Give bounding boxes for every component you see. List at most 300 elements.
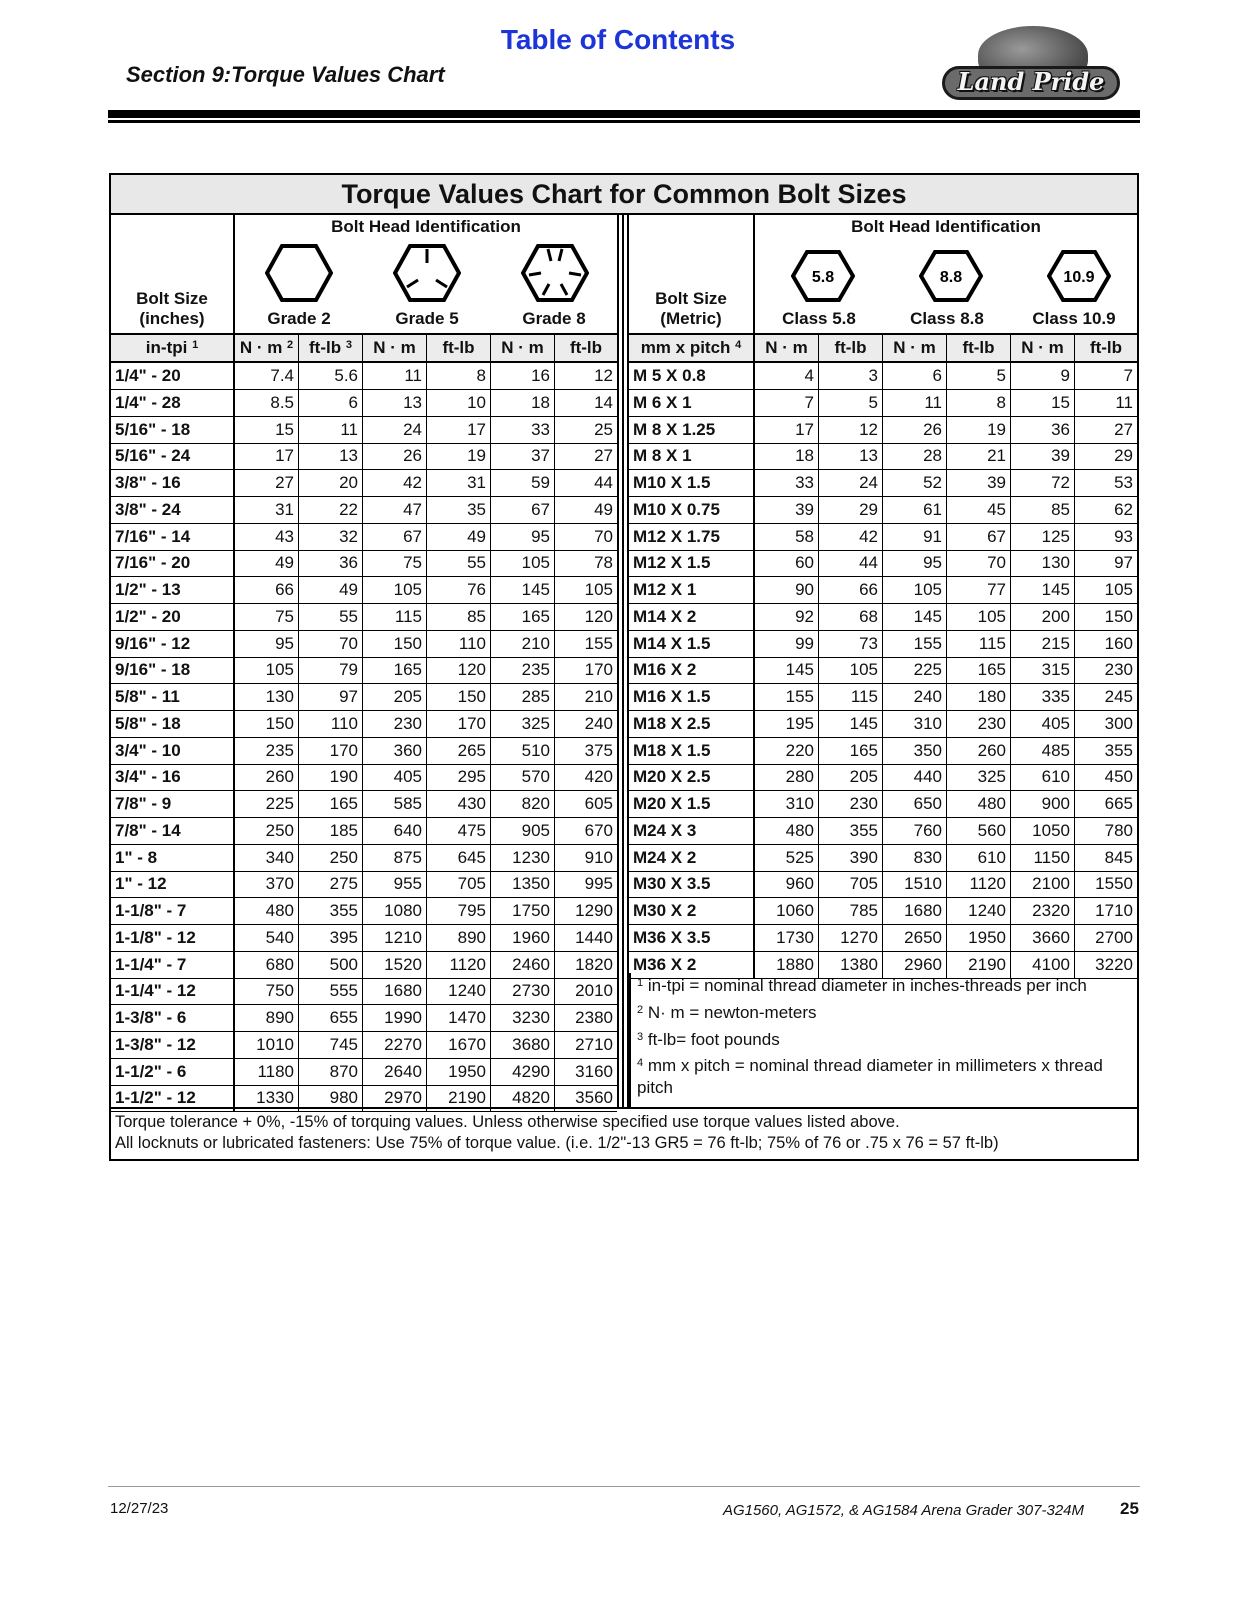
torque-value-cell: 12 <box>819 417 883 443</box>
col-grade5-nm: N · m <box>363 335 427 361</box>
torque-value-cell: 145 <box>755 657 819 683</box>
torque-value-cell: 1960 <box>491 925 555 951</box>
table-row <box>629 738 1137 765</box>
torque-value-cell: 500 <box>299 952 363 978</box>
torque-value-cell: 170 <box>427 711 491 737</box>
torque-value-cell: 70 <box>594 526 613 546</box>
bolt-size-cell: 5/16" - 24 <box>111 443 235 469</box>
torque-value-cell: 39 <box>755 497 819 523</box>
torque-value-cell: 8.5 <box>235 390 299 416</box>
torque-value-cell: 165 <box>299 791 363 817</box>
table-row <box>629 604 1137 631</box>
torque-value-cell: 525 <box>755 845 819 871</box>
bolt-size-cell: M12 X 1.5 <box>629 550 755 576</box>
torque-value-cell: 12 <box>594 366 613 385</box>
torque-value-cell: 39 <box>947 470 1011 496</box>
grade-8-hex-icon <box>521 243 589 303</box>
torque-value-cell: 1680 <box>363 978 427 1004</box>
torque-tolerance-note <box>111 1107 1137 1159</box>
table-row <box>111 978 617 1005</box>
torque-value-cell: 995 <box>584 874 613 894</box>
torque-value-cell: 26 <box>363 443 427 469</box>
torque-value-cell: 370 <box>235 871 299 897</box>
torque-value-cell: 67 <box>363 524 427 550</box>
torque-value-cell: 33 <box>755 470 819 496</box>
table-row <box>111 417 617 444</box>
torque-value-cell: 1730 <box>755 925 819 951</box>
class-5-8-hex-icon <box>791 249 855 303</box>
torque-value-cell: 13 <box>819 443 883 469</box>
torque-value-cell: 7.4 <box>235 363 299 389</box>
torque-value-cell: 395 <box>299 925 363 951</box>
table-row <box>111 764 617 791</box>
torque-value-cell: 2320 <box>1011 898 1075 924</box>
grade-8-label: Grade 8 <box>522 309 586 328</box>
torque-value-cell: 49 <box>299 577 363 603</box>
torque-value-cell: 2700 <box>1095 927 1133 947</box>
torque-value-cell: 235 <box>491 657 555 683</box>
torque-value-cell: 980 <box>299 1085 363 1111</box>
torque-value-cell: 205 <box>363 684 427 710</box>
torque-value-cell: 7 <box>1123 366 1133 385</box>
torque-value-cell: 105 <box>947 604 1011 630</box>
torque-value-cell: 66 <box>819 577 883 603</box>
grade-2-label: Grade 2 <box>267 309 331 328</box>
bolt-size-cell: M36 X 2 <box>629 952 755 978</box>
torque-value-cell: 760 <box>883 818 947 844</box>
torque-value-cell: 17 <box>427 417 491 443</box>
bolt-size-cell: M14 X 2 <box>629 604 755 630</box>
torque-value-cell: 61 <box>883 497 947 523</box>
torque-value-cell: 75 <box>235 604 299 630</box>
torque-value-cell: 1710 <box>1095 901 1133 920</box>
metric-bolt-head-id: Bolt Head Identification <box>851 217 1041 236</box>
torque-value-cell: 68 <box>819 604 883 630</box>
torque-value-cell: 195 <box>755 711 819 737</box>
torque-value-cell: 20 <box>299 470 363 496</box>
torque-value-cell: 47 <box>363 497 427 523</box>
table-row <box>629 845 1137 872</box>
torque-value-cell: 480 <box>947 791 1011 817</box>
bolt-size-cell: 3/4" - 16 <box>111 764 235 790</box>
torque-value-cell: 60 <box>755 550 819 576</box>
chart-title: Torque Values Chart for Common Bolt Sizes <box>111 175 1137 215</box>
torque-value-cell: 150 <box>427 684 491 710</box>
torque-value-cell: 14 <box>594 392 613 412</box>
torque-value-cell: 355 <box>819 818 883 844</box>
metric-size-label-2: (Metric) <box>660 309 722 328</box>
torque-value-cell: 2270 <box>363 1032 427 1058</box>
torque-value-cell: 55 <box>427 550 491 576</box>
torque-value-cell: 35 <box>427 497 491 523</box>
torque-value-cell: 2970 <box>363 1085 427 1111</box>
torque-value-cell: 4820 <box>491 1085 555 1111</box>
torque-value-cell: 670 <box>584 820 613 840</box>
col-class58-nm: N · m <box>755 335 819 361</box>
torque-value-cell: 680 <box>235 952 299 978</box>
torque-value-cell: 205 <box>819 764 883 790</box>
torque-value-cell: 28 <box>883 443 947 469</box>
torque-value-cell: 1350 <box>491 871 555 897</box>
torque-value-cell: 130 <box>1011 550 1075 576</box>
torque-value-cell: 310 <box>883 711 947 737</box>
torque-value-cell: 6 <box>299 390 363 416</box>
table-row <box>111 443 617 470</box>
torque-value-cell: 155 <box>584 633 613 653</box>
torque-value-cell: 59 <box>491 470 555 496</box>
torque-value-cell: 2730 <box>491 978 555 1004</box>
torque-value-cell: 27 <box>235 470 299 496</box>
table-of-contents-link[interactable]: Table of Contents <box>500 24 736 55</box>
table-row <box>629 818 1137 845</box>
torque-value-cell: 32 <box>299 524 363 550</box>
bolt-size-cell: 1-1/2" - 12 <box>111 1085 235 1111</box>
table-row <box>629 657 1137 684</box>
torque-value-cell: 230 <box>1104 660 1133 680</box>
table-row <box>111 657 617 684</box>
table-row <box>111 952 617 979</box>
torque-value-cell: 93 <box>1114 526 1133 546</box>
torque-value-cell: 39 <box>1011 443 1075 469</box>
torque-value-cell: 240 <box>584 713 613 733</box>
table-row <box>629 871 1137 898</box>
torque-value-cell: 45 <box>947 497 1011 523</box>
table-row <box>629 684 1137 711</box>
table-row <box>111 497 617 524</box>
torque-value-cell: 67 <box>947 524 1011 550</box>
class-8-8-label: Class 8.8 <box>910 309 984 328</box>
torque-value-cell: 1820 <box>575 954 613 974</box>
torque-value-cell: 165 <box>363 657 427 683</box>
table-row <box>111 845 617 872</box>
grade-5-hex-icon <box>393 243 461 303</box>
torque-value-cell: 285 <box>491 684 555 710</box>
torque-value-cell: 4290 <box>491 1059 555 1085</box>
torque-value-cell: 785 <box>819 898 883 924</box>
table-row <box>629 470 1137 497</box>
torque-value-cell: 900 <box>1011 791 1075 817</box>
bolt-size-cell: 7/8" - 14 <box>111 818 235 844</box>
torque-value-cell: 78 <box>594 553 613 573</box>
table-row <box>629 925 1137 952</box>
torque-value-cell: 870 <box>299 1059 363 1085</box>
footnote-4: $^4$ mm x pitch = nominal thread diameter in millimeters x thread pitch <box>637 1056 1103 1097</box>
torque-value-cell: 1950 <box>947 925 1011 951</box>
footnotes <box>629 973 1137 1107</box>
header-rule-thick <box>108 110 1140 118</box>
torque-value-cell: 2380 <box>575 1008 613 1027</box>
land-pride-logo <box>940 26 1126 106</box>
col-grade8-ftlb: ft-lb <box>569 338 603 357</box>
table-row <box>111 550 617 577</box>
torque-value-cell: 25 <box>594 419 613 439</box>
torque-value-cell: 1680 <box>883 898 947 924</box>
footnote-2: $^2$ N· m = newton-meters <box>637 1003 817 1022</box>
torque-value-cell: 49 <box>427 524 491 550</box>
inch-bolt-head-id: Bolt Head Identification <box>331 217 521 236</box>
col-class109-ftlb: ft-lb <box>1089 338 1123 357</box>
torque-value-cell: 3160 <box>575 1061 613 1081</box>
torque-value-cell: 11 <box>1115 392 1133 412</box>
torque-value-cell: 6 <box>883 363 947 389</box>
torque-value-cell: 705 <box>819 871 883 897</box>
torque-value-cell: 33 <box>491 417 555 443</box>
torque-value-cell: 97 <box>1114 553 1133 573</box>
bolt-size-cell: 1-3/8" - 12 <box>111 1032 235 1058</box>
torque-value-cell: 2190 <box>427 1085 491 1111</box>
torque-value-cell: 2190 <box>947 952 1011 978</box>
grade-5-label: Grade 5 <box>395 309 459 328</box>
tolerance-line-1: Torque tolerance + 0%, -15% of torquing values. Unless otherwise specified use torque values listed above. <box>115 1113 900 1131</box>
bolt-size-cell: 1-1/2" - 6 <box>111 1059 235 1085</box>
torque-value-cell: 375 <box>584 740 613 760</box>
torque-value-cell: 1060 <box>755 898 819 924</box>
table-row <box>629 791 1137 818</box>
torque-value-cell: 70 <box>947 550 1011 576</box>
torque-value-cell: 335 <box>1011 684 1075 710</box>
class-10-9-hex-icon <box>1047 249 1111 303</box>
torque-value-cell: 1470 <box>427 1005 491 1031</box>
torque-value-cell: 905 <box>491 818 555 844</box>
torque-value-cell: 8 <box>947 390 1011 416</box>
col-mm-pitch: mm x pitch $^4$ <box>629 335 755 361</box>
inch-size-label-2: (inches) <box>139 309 205 328</box>
torque-value-cell: 1080 <box>363 898 427 924</box>
inch-size-header <box>111 215 235 333</box>
footer-document-title: AG1560, AG1572, & AG1584 Arena Grader 307-324M <box>722 1502 1084 1519</box>
bolt-size-cell: M 6 X 1 <box>629 390 755 416</box>
torque-value-cell: 8 <box>427 363 491 389</box>
bolt-size-cell: 1" - 8 <box>111 845 235 871</box>
table-row <box>629 417 1137 444</box>
torque-value-cell: 1990 <box>363 1005 427 1031</box>
footnote-3: $^3$ ft-lb= foot pounds <box>637 1030 780 1049</box>
torque-value-cell: 120 <box>584 606 613 626</box>
torque-value-cell: 225 <box>235 791 299 817</box>
torque-value-cell: 745 <box>299 1032 363 1058</box>
torque-value-cell: 210 <box>491 631 555 657</box>
torque-value-cell: 145 <box>883 604 947 630</box>
torque-value-cell: 105 <box>584 580 613 599</box>
torque-value-cell: 29 <box>819 497 883 523</box>
torque-value-cell: 3230 <box>491 1005 555 1031</box>
torque-value-cell: 1240 <box>427 978 491 1004</box>
torque-value-cell: 170 <box>299 738 363 764</box>
bolt-size-cell: M10 X 1.5 <box>629 470 755 496</box>
torque-value-cell: 315 <box>1011 657 1075 683</box>
table-row <box>111 1005 617 1032</box>
torque-value-cell: 1670 <box>427 1032 491 1058</box>
torque-value-cell: 73 <box>819 631 883 657</box>
torque-value-cell: 105 <box>491 550 555 576</box>
torque-value-cell: 355 <box>299 898 363 924</box>
torque-value-cell: 295 <box>427 764 491 790</box>
torque-value-cell: 280 <box>755 764 819 790</box>
torque-value-cell: 2640 <box>363 1059 427 1085</box>
table-row <box>111 631 617 658</box>
torque-value-cell: 37 <box>491 443 555 469</box>
torque-value-cell: 95 <box>235 631 299 657</box>
torque-value-cell: 85 <box>1011 497 1075 523</box>
table-divider <box>617 215 629 1107</box>
table-row <box>111 818 617 845</box>
torque-value-cell: 215 <box>1011 631 1075 657</box>
torque-value-cell: 85 <box>427 604 491 630</box>
torque-value-cell: 245 <box>1104 687 1133 706</box>
torque-value-cell: 22 <box>299 497 363 523</box>
torque-value-cell: 3 <box>819 363 883 389</box>
inch-column-headers <box>111 335 617 363</box>
table-row <box>629 711 1137 738</box>
torque-value-cell: 480 <box>235 898 299 924</box>
bolt-size-cell: M 5 X 0.8 <box>629 363 755 389</box>
torque-value-cell: 260 <box>947 738 1011 764</box>
bolt-size-cell: M24 X 3 <box>629 818 755 844</box>
torque-value-cell: 1230 <box>491 845 555 871</box>
torque-value-cell: 780 <box>1104 820 1133 840</box>
bolt-size-cell: 1-3/8" - 6 <box>111 1005 235 1031</box>
table-row <box>111 524 617 551</box>
torque-value-cell: 250 <box>235 818 299 844</box>
bolt-size-cell: 1-1/8" - 12 <box>111 925 235 951</box>
bolt-size-cell: 1" - 12 <box>111 871 235 897</box>
torque-value-cell: 3560 <box>575 1088 613 1108</box>
torque-value-cell: 11 <box>299 417 363 443</box>
bolt-size-cell: M18 X 1.5 <box>629 738 755 764</box>
torque-value-cell: 890 <box>235 1005 299 1031</box>
torque-value-cell: 160 <box>1104 633 1133 653</box>
torque-value-cell: 845 <box>1104 847 1133 867</box>
class-5-8-label: Class 5.8 <box>782 309 856 328</box>
torque-value-cell: 165 <box>819 738 883 764</box>
torque-value-cell: 325 <box>491 711 555 737</box>
torque-value-cell: 1550 <box>1095 874 1133 894</box>
footnote-1: $^1$ in-tpi = nominal thread diameter in inches-threads per inch <box>637 976 1087 995</box>
torque-value-cell: 9 <box>1011 363 1075 389</box>
inch-header <box>111 215 617 335</box>
table-row <box>111 470 617 497</box>
table-row <box>111 738 617 765</box>
table-row <box>629 898 1137 925</box>
torque-value-cell: 665 <box>1104 794 1133 813</box>
torque-value-cell: 27 <box>594 446 613 466</box>
torque-value-cell: 1290 <box>575 901 613 920</box>
torque-value-cell: 890 <box>427 925 491 951</box>
torque-value-cell: 1210 <box>363 925 427 951</box>
table-row <box>629 363 1137 390</box>
bolt-size-cell: 1-1/8" - 7 <box>111 898 235 924</box>
torque-value-cell: 570 <box>491 764 555 790</box>
bolt-size-cell: 3/8" - 16 <box>111 470 235 496</box>
footer-date: 12/27/23 <box>110 1500 169 1517</box>
torque-value-cell: 79 <box>299 657 363 683</box>
torque-value-cell: 750 <box>235 978 299 1004</box>
torque-value-cell: 44 <box>594 473 613 492</box>
bolt-size-cell: M 8 X 1.25 <box>629 417 755 443</box>
torque-value-cell: 5.6 <box>299 363 363 389</box>
torque-value-cell: 145 <box>1011 577 1075 603</box>
torque-value-cell: 99 <box>755 631 819 657</box>
torque-value-cell: 875 <box>363 845 427 871</box>
metric-size-header <box>629 215 755 333</box>
torque-value-cell: 105 <box>819 657 883 683</box>
bolt-size-cell: M36 X 3.5 <box>629 925 755 951</box>
torque-value-cell: 67 <box>491 497 555 523</box>
torque-value-cell: 645 <box>427 845 491 871</box>
torque-value-cell: 1150 <box>1011 845 1075 871</box>
torque-value-cell: 3220 <box>1095 954 1133 974</box>
torque-value-cell: 2960 <box>883 952 947 978</box>
table-row <box>111 711 617 738</box>
torque-value-cell: 105 <box>883 577 947 603</box>
torque-value-cell: 640 <box>363 818 427 844</box>
torque-value-cell: 125 <box>1011 524 1075 550</box>
torque-value-cell: 1050 <box>1011 818 1075 844</box>
torque-value-cell: 145 <box>491 577 555 603</box>
torque-value-cell: 1330 <box>235 1085 299 1111</box>
col-class58-ftlb: ft-lb <box>819 335 883 361</box>
class-8-8-hex-label: 8.8 <box>939 269 963 286</box>
torque-value-cell: 55 <box>299 604 363 630</box>
torque-value-cell: 390 <box>819 845 883 871</box>
torque-value-cell: 1440 <box>575 927 613 947</box>
torque-value-cell: 4100 <box>1011 952 1075 978</box>
torque-value-cell: 235 <box>235 738 299 764</box>
torque-value-cell: 170 <box>584 660 613 680</box>
torque-value-cell: 17 <box>755 417 819 443</box>
torque-value-cell: 310 <box>755 791 819 817</box>
bolt-size-cell: 1-1/4" - 12 <box>111 978 235 1004</box>
bolt-size-cell: M20 X 1.5 <box>629 791 755 817</box>
torque-value-cell: 540 <box>235 925 299 951</box>
table-row <box>629 443 1137 470</box>
col-class88-ftlb: ft-lb <box>947 335 1011 361</box>
torque-value-cell: 350 <box>883 738 947 764</box>
torque-value-cell: 17 <box>235 443 299 469</box>
torque-value-cell: 29 <box>1114 446 1133 466</box>
class-8-8-hex-icon <box>919 249 983 303</box>
col-in-tpi: in-tpi $^1$ <box>111 335 235 361</box>
torque-value-cell: 475 <box>427 818 491 844</box>
torque-value-cell: 24 <box>363 417 427 443</box>
torque-value-cell: 120 <box>427 657 491 683</box>
torque-value-cell: 110 <box>427 631 491 657</box>
torque-value-cell: 560 <box>947 818 1011 844</box>
bolt-size-cell: M18 X 2.5 <box>629 711 755 737</box>
torque-chart <box>109 173 1139 1161</box>
torque-value-cell: 36 <box>299 550 363 576</box>
torque-value-cell: 31 <box>235 497 299 523</box>
torque-value-cell: 115 <box>819 684 883 710</box>
torque-value-cell: 49 <box>594 499 613 519</box>
table-row <box>111 791 617 818</box>
torque-value-cell: 18 <box>491 390 555 416</box>
metric-column-headers <box>629 335 1137 363</box>
torque-value-cell: 115 <box>363 604 427 630</box>
col-grade2-ftlb: ft-lb $^3$ <box>299 335 363 361</box>
torque-value-cell: 75 <box>363 550 427 576</box>
torque-value-cell: 405 <box>1011 711 1075 737</box>
torque-value-cell: 5 <box>819 390 883 416</box>
torque-value-cell: 955 <box>363 871 427 897</box>
torque-value-cell: 58 <box>755 524 819 550</box>
table-row <box>111 363 617 390</box>
bolt-size-cell: 3/4" - 10 <box>111 738 235 764</box>
torque-value-cell: 185 <box>299 818 363 844</box>
torque-value-cell: 450 <box>1104 767 1133 787</box>
torque-value-cell: 77 <box>947 577 1011 603</box>
table-row <box>111 1059 617 1086</box>
